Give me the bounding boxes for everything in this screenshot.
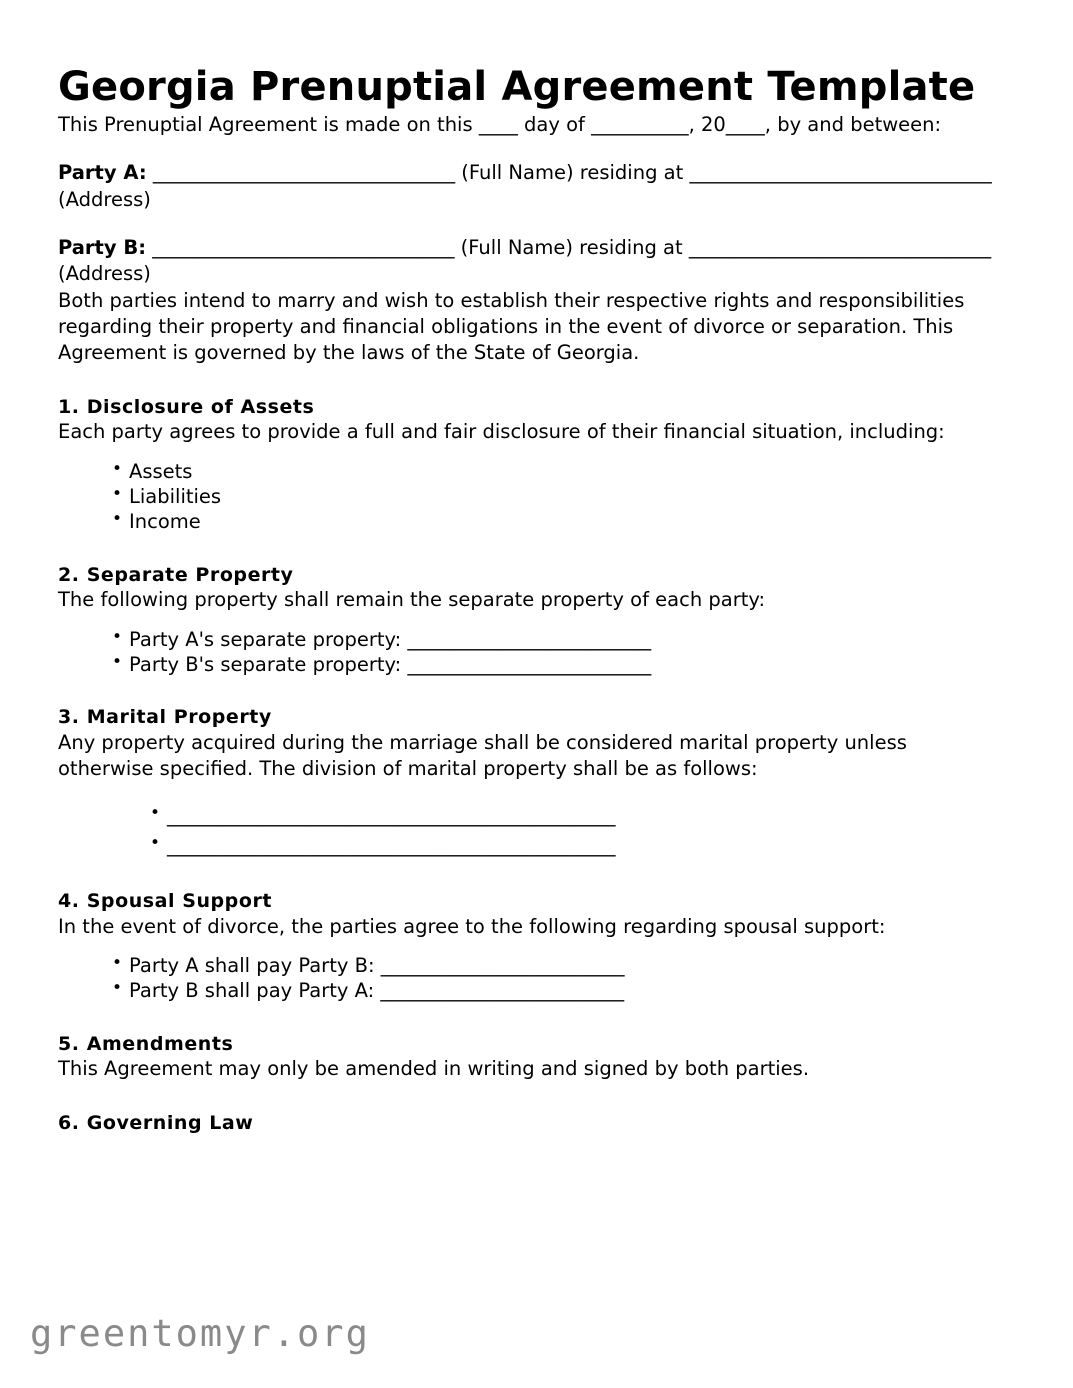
section-heading-3: 3. Marital Property: [58, 706, 272, 729]
section-heading-5: 5. Amendments: [58, 1032, 234, 1055]
document-content: [58, 0, 1008, 1135]
section-list-3: [58, 783, 1008, 861]
section-lead-4: In the event of divorce, the parties agree to the following regarding spousal support:: [58, 914, 886, 938]
party-a-label: Party A:: [58, 161, 147, 185]
list-item: • ______________________________________________: [150, 831, 1008, 861]
party-b-label: Party B:: [58, 235, 147, 259]
section-heading-2: 2. Separate Property: [58, 563, 294, 586]
list-item: • Party B shall pay Party A: _________________________: [112, 978, 1008, 1003]
preamble-paragraph: Both parties intend to marry and wish to establish their respective rights and responsibilities regarding their property and financial obligations in the event of divorce or separation. This Agreement is governed by the laws of the State of Georgia.: [58, 288, 965, 365]
list-item: • Party B's separate property: _________________________: [112, 652, 1008, 677]
party-a-fields: _______________________________ (Full Name) residing at _______________________________ (Address): [58, 161, 992, 211]
section-heading-6: 6. Governing Law: [58, 1111, 254, 1134]
section-lead-3: Any property acquired during the marriage shall be considered marital property unless otherwise specified. The division of marital property shall be as follows:: [58, 730, 907, 781]
section-lead-1: Each party agrees to provide a full and fair disclosure of their financial situation, including:: [58, 420, 945, 444]
list-item: • Income: [112, 509, 1008, 534]
section-heading-1: 1. Disclosure of Assets: [58, 395, 315, 418]
list-item: • Party A shall pay Party B: _________________________: [112, 953, 1008, 978]
list-item: • Liabilities: [112, 484, 1008, 509]
section-list-2: [58, 614, 1008, 678]
intro-paragraph: This Prenuptial Agreement is made on this ____ day of __________, 20____, by and between:: [58, 113, 942, 136]
page-title: Georgia Prenuptial Agreement Template: [58, 64, 976, 110]
section-list-1: [58, 446, 1008, 535]
site-watermark: greentomyr.org: [30, 1312, 370, 1355]
party-b-line: [58, 213, 1008, 288]
list-item: • ______________________________________________: [150, 801, 1008, 831]
list-item: • Party A's separate property: _________________________: [112, 627, 1008, 652]
section-list-4: [58, 940, 1008, 1004]
section-lead-5: This Agreement may only be amended in writing and signed by both parties.: [58, 1057, 810, 1081]
section-heading-4: 4. Spousal Support: [58, 889, 272, 912]
party-a-line: [58, 138, 1008, 213]
section-lead-2: The following property shall remain the separate property of each party:: [58, 588, 766, 612]
party-b-fields: _______________________________ (Full Name) residing at _______________________________ (Address): [58, 235, 992, 286]
list-item: • Assets: [112, 459, 1008, 484]
